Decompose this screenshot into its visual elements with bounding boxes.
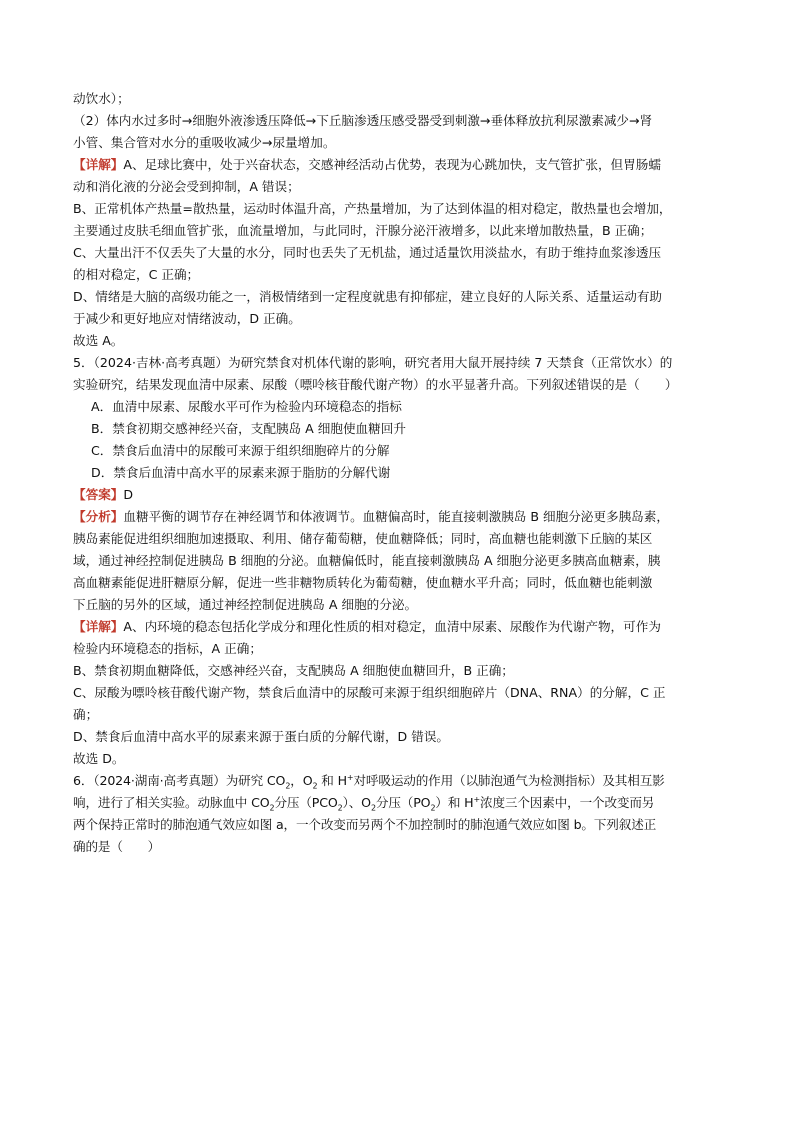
line-text: 分压（PCO bbox=[274, 795, 338, 810]
text-line bbox=[73, 770, 723, 792]
text-line bbox=[73, 682, 723, 704]
text-line bbox=[73, 836, 723, 858]
line-text: 于减少和更好地应对情绪波动，D 正确。 bbox=[73, 311, 301, 326]
line-text: 浓度三个因素中，一个改变而另 bbox=[480, 795, 655, 810]
section-tag: 【详解】 bbox=[73, 157, 124, 172]
answer-option bbox=[73, 418, 723, 440]
line-text: ，O bbox=[290, 773, 313, 788]
text-line bbox=[73, 550, 723, 572]
text-line bbox=[73, 264, 723, 286]
document-page bbox=[73, 88, 723, 858]
subscript: 2 bbox=[430, 803, 436, 813]
text-line bbox=[73, 616, 723, 638]
line-text: C、尿酸为嘌呤核苷酸代谢产物，禁食后血清中的尿酸可来源于组织细胞碎片（DNA、RNA）的分解，C 正 bbox=[73, 685, 666, 700]
text-line bbox=[73, 638, 723, 660]
line-text: 血糖平衡的调节存在神经调节和体液调节。血糖偏高时，能直接刺激胰岛 B 细胞分泌更多胰岛素， bbox=[123, 509, 669, 524]
section-tag: 【详解】 bbox=[73, 619, 124, 634]
text-line bbox=[73, 286, 723, 308]
line-text: D bbox=[123, 487, 134, 502]
line-text: 动饮水）； bbox=[73, 91, 130, 106]
line-text: 高血糖素能促进肝糖原分解，促进一些非糖物质转化为葡萄糖，使血糖水平升高；同时，低血糖也能刺激 bbox=[73, 575, 653, 590]
text-line bbox=[73, 132, 723, 154]
line-text: 5．（2024·吉林·高考真题）为研究禁食对机体代谢的影响，研究者用大鼠开展持续 7 天禁食（正常饮水）的 bbox=[73, 355, 673, 370]
line-text: A、足球比赛中，处于兴奋状态，交感神经活动占优势，表现为心跳加快，支气管扩张，但胃肠蠕 bbox=[123, 157, 661, 172]
line-text: D．禁食后血清中高水平的尿素来源于脂肪的分解代谢 bbox=[91, 465, 391, 480]
line-text: 对呼吸运动的作用（以肺泡通气为检测指标）及其相互影 bbox=[353, 773, 665, 788]
line-text: D、情绪是大脑的高级功能之一，消极情绪到一定程度就患有抑郁症，建立良好的人际关系、适量运动有助 bbox=[73, 289, 663, 304]
text-line bbox=[73, 660, 723, 682]
line-text: 的相对稳定，C 正确； bbox=[73, 267, 200, 282]
line-text: 响，进行了相关实验。动脉血中 CO bbox=[73, 795, 270, 810]
line-text: 分压（PO bbox=[375, 795, 431, 810]
line-text: 域，通过神经控制促进胰岛 B 细胞的分泌。血糖偏低时，能直接刺激胰岛 A 细胞分泌更多胰高血糖素，胰 bbox=[73, 553, 661, 568]
line-text: 检验内环境稳态的指标，A 正确； bbox=[73, 641, 262, 656]
section-tag: 【答案】 bbox=[73, 487, 124, 502]
text-line bbox=[73, 374, 723, 396]
subscript: 2 bbox=[312, 781, 318, 791]
text-line bbox=[73, 484, 723, 506]
line-text: B、正常机体产热量=散热量，运动时体温升高，产热量增加，为了达到体温的相对稳定，散热量也会增加， bbox=[73, 201, 672, 216]
line-text: ）和 H bbox=[435, 795, 474, 810]
line-text: B、禁食初期血糖降低，交感神经兴奋，支配胰岛 A 细胞使血糖回升，B 正确； bbox=[73, 663, 514, 678]
line-text: 故选 D。 bbox=[73, 751, 125, 766]
line-text: ）、O bbox=[342, 795, 371, 810]
line-text: 6．（2024·湖南·高考真题）为研究 CO bbox=[73, 773, 286, 788]
line-text: 主要通过皮肤毛细血管扩张，血流量增加，与此同时，汗腺分泌汗液增多，以此来增加散热量，B 正确； bbox=[73, 223, 653, 238]
text-line bbox=[73, 352, 723, 374]
text-line bbox=[73, 308, 723, 330]
answer-option bbox=[73, 462, 723, 484]
answer-option bbox=[73, 440, 723, 462]
line-text: 实验研究，结果发现血清中尿素、尿酸（嘌呤核苷酸代谢产物）的水平显著升高。下列叙述错误的是（ ） bbox=[73, 377, 678, 392]
text-line bbox=[73, 814, 723, 836]
text-line bbox=[73, 198, 723, 220]
line-text: （2）体内水过多时→细胞外液渗透压降低→下丘脑渗透压感受器受到刺激→垂体释放抗利尿激素减少→肾 bbox=[73, 113, 653, 128]
section-tag: 【分析】 bbox=[73, 509, 124, 524]
text-line bbox=[73, 330, 723, 352]
text-line bbox=[73, 748, 723, 770]
line-text: 确； bbox=[73, 707, 99, 722]
text-line bbox=[73, 110, 723, 132]
line-text: 故选 A。 bbox=[73, 333, 124, 348]
text-line bbox=[73, 792, 723, 814]
answer-option bbox=[73, 396, 723, 418]
text-line bbox=[73, 176, 723, 198]
text-line bbox=[73, 572, 723, 594]
text-line bbox=[73, 242, 723, 264]
line-text: 两个保持正常时的肺泡通气效应如图 a，一个改变而另两个不加控制时的肺泡通气效应如图 b。下列叙述正 bbox=[73, 817, 657, 832]
subscript: 2 bbox=[337, 803, 343, 813]
text-line bbox=[73, 506, 723, 528]
line-text: 小管、集合管对水分的重吸收减少→尿量增加。 bbox=[73, 135, 336, 150]
line-text: C．禁食后血清中的尿酸可来源于组织细胞碎片的分解 bbox=[91, 443, 390, 458]
line-text: A．血清中尿素、尿酸水平可作为检验内环境稳态的指标 bbox=[91, 399, 402, 414]
text-line bbox=[73, 594, 723, 616]
text-line bbox=[73, 88, 723, 110]
subscript: 2 bbox=[285, 781, 291, 791]
superscript: + bbox=[473, 794, 481, 804]
line-text: 动和消化液的分泌会受到抑制，A 错误； bbox=[73, 179, 300, 194]
text-line bbox=[73, 220, 723, 242]
line-text: C、大量出汗不仅丢失了大量的水分，同时也丢失了无机盐，通过适量饮用淡盐水，有助于维持血浆渗透压 bbox=[73, 245, 662, 260]
superscript: + bbox=[346, 772, 354, 782]
text-line bbox=[73, 528, 723, 550]
line-text: B．禁食初期交感神经兴奋，支配胰岛 A 细胞使血糖回升 bbox=[91, 421, 406, 436]
text-line bbox=[73, 154, 723, 176]
line-text: 确的是（ ） bbox=[73, 839, 161, 854]
line-text: D、禁食后血清中高水平的尿素来源于蛋白质的分解代谢，D 错误。 bbox=[73, 729, 450, 744]
subscript: 2 bbox=[269, 803, 275, 813]
line-text: A、内环境的稳态包括化学成分和理化性质的相对稳定，血清中尿素、尿酸作为代谢产物，可作为 bbox=[123, 619, 661, 634]
line-text: 和 H bbox=[317, 773, 347, 788]
text-line bbox=[73, 726, 723, 748]
subscript: 2 bbox=[370, 803, 376, 813]
line-text: 胰岛素能促进组织细胞加速摄取、利用、储存葡萄糖，使血糖降低；同时，高血糖也能刺激下丘脑的某区 bbox=[73, 531, 653, 546]
text-line bbox=[73, 704, 723, 726]
line-text: 下丘脑的另外的区域，通过神经控制促进胰岛 A 细胞的分泌。 bbox=[73, 597, 418, 612]
